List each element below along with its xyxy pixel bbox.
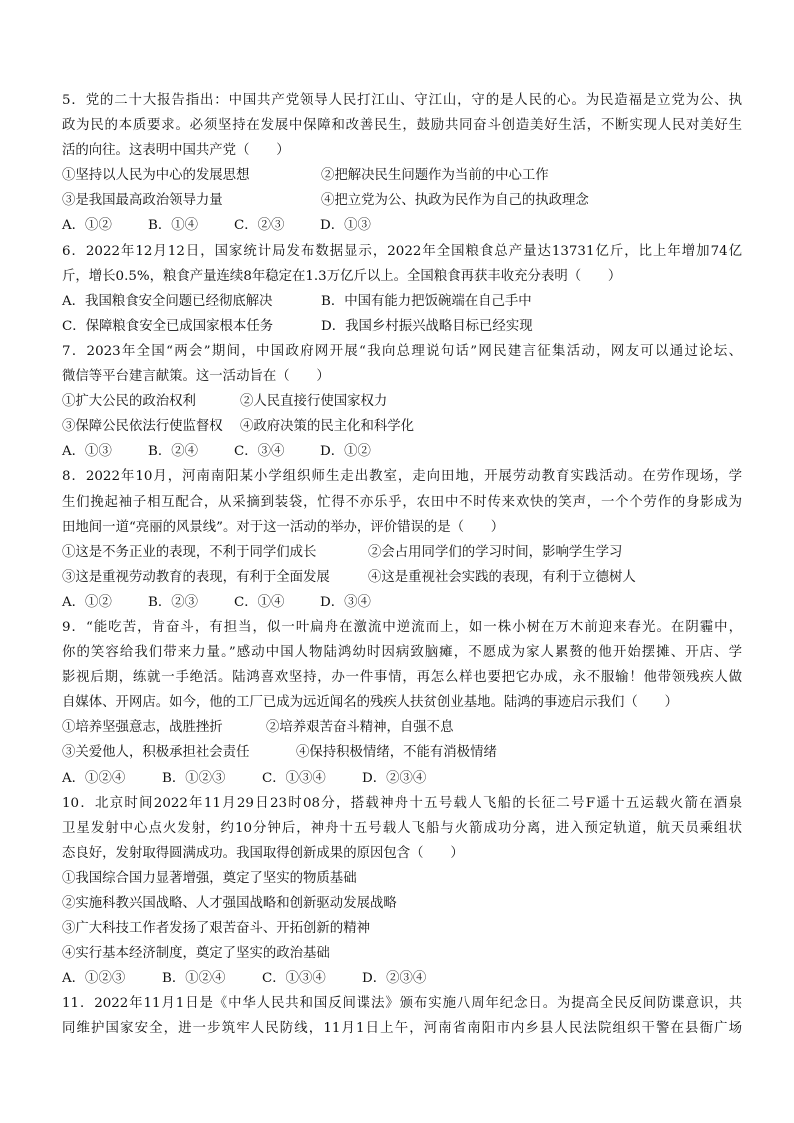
question-stem-line: 同维护国家安全，进一步筑牢人民防线，11月1日上午，河南省南阳市内乡县人民法院组织干警在县衙广场 [62,1021,742,1037]
choice-b: B．②④ [148,444,199,460]
choice-a: A．①② [62,218,112,234]
choice-a: A．①②④ [62,770,126,786]
statement-option: ②人民直接行使国家权力 [240,394,388,410]
choice-b: B．①②④ [162,971,226,987]
statement-option: ②培养艰苦奋斗精神，自强不息 [266,720,454,736]
statement-option: ④实行基本经济制度，奠定了坚实的政治基础 [62,946,330,962]
statement-row [62,163,742,188]
statement-option: ①我国综合国力显著增强，奠定了坚实的物质基础 [62,870,357,886]
choice-d: D．①③ [320,218,371,234]
statement-option: ④政府决策的民主化和科学化 [240,419,415,435]
statement-option: ①坚持以人民为中心的发展思想 [62,168,250,184]
choice-a: A．①② [62,594,112,610]
question-stem-line: 10．北京时间2022年11月29日23时08分，搭载神舟十五号载人飞船的长征二号F遥十五运载火箭在酒泉 [62,795,742,811]
statement-option: ④这是重视社会实践的表现，有利于立德树人 [368,569,636,585]
statement-option: ②会占用同学们的学习时间，影响学生学习 [368,544,623,560]
question-stem-line: 11．2022年11月1日是《中华人民共和国反间谍法》颁布实施八周年纪念日。为提高全民反间防谍意识，共 [62,996,742,1012]
question-stem-line: 卫星发射中心点火发射，约10分钟后，神舟十五号载人飞船与火箭成功分离，进入预定轨道，航天员乘组状 [62,820,742,836]
statement-option: ③广大科技工作者发扬了艰苦奋斗、开拓创新的精神 [62,921,370,937]
choice-c: C．①③④ [262,971,326,987]
choice-b: B．①④ [148,218,199,234]
question-9 [62,615,742,791]
question-stem-line: 5．党的二十大报告指出：中国共产党领导人民打江山、守江山，守的是人民的心。为民造福是立党为公、执 [62,93,742,108]
statement-option: ②把解决民生问题作为当前的中心工作 [321,168,549,184]
choice-b: B．①②③ [162,770,226,786]
choice-a: A．我国粮食安全问题已经彻底解决 [62,293,273,309]
answer-choices [62,439,742,464]
choice-d: D．①② [320,444,371,460]
question-list [62,88,742,1042]
statement-option: ④保持积极情绪，不能有消极情绪 [296,745,497,761]
choice-d: D．②③④ [362,971,427,987]
question-stem-line: 9．“能吃苦，肯奋斗，有担当，似一叶扁舟在激流中逆流而上，如一株小树在万木前迎来春光。在阴霾中， [62,619,742,635]
statement-option: ④把立党为公、执政为民作为自己的执政理念 [321,193,589,209]
question-stem-line: 自媒体、开网店。如今，他的工厂已成为远近闻名的残疾人扶贫创业基地。陆鸿的事迹启示我们（ ） [62,695,678,711]
answer-choices [62,966,742,991]
choice-c: C．保障粮食安全已成国家根本任务 [62,318,274,334]
statement-option: ②实施科教兴国战略、人才强国战略和创新驱动发展战略 [62,896,397,911]
option-row [62,314,742,339]
question-stem-line: 你的笑容给我们带来力量。”感动中国人物陆鸿幼时因病致脑瘫，不愿成为家人累赘的他开始摆摊、开店、学 [62,645,742,661]
choice-a: A．①②③ [62,971,126,987]
choice-c: C．②③ [234,218,285,234]
question-7 [62,339,742,464]
choice-d: D．②③④ [362,770,427,786]
choice-a: A．①③ [62,444,112,460]
question-stem-line: 斤，增长0.5%，粮食产量连续8年稳定在1.3万亿斤以上。全国粮食再获丰收充分表明（ ） [62,268,622,284]
statement-option: ①这是不务正业的表现，不利于同学们成长 [62,544,317,560]
question-stem-line: 8．2022年10月，河南南阳某小学组织师生走出教室，走向田地，开展劳动教育实践活动。在劳作现场，学 [62,469,742,485]
question-stem-line: 活的向往。这表明中国共产党（ ） [62,143,290,159]
question-stem-line: 态良好，发射取得圆满成功。我国取得创新成果的原因包含（ ） [62,845,464,861]
statement-option: ③是我国最高政治领导力量 [62,193,223,209]
statement-option: ③这是重视劳动教育的表现，有利于全面发展 [62,569,330,585]
question-stem-line: 田地间一道“亮丽的风景线”。对于这一活动的举办，评价错误的是（ ） [62,519,505,535]
choice-c: C．③④ [234,444,285,460]
statement-row [62,414,742,439]
statement-option: ③关爱他人，积极承担社会责任 [62,745,250,761]
choice-d: D．我国乡村振兴战略目标已经实现 [321,318,533,334]
choice-b: B．②③ [148,594,199,610]
statement-option: ①扩大公民的政治权利 [62,394,196,410]
choice-c: C．①③④ [262,770,326,786]
answer-choices [62,213,742,238]
statement-row [62,540,742,565]
question-stem-line: 微信等平台建言献策。这一活动旨在（ ） [62,369,330,385]
statement-row [62,389,742,414]
question-10 [62,791,742,992]
statement-row [62,740,742,765]
question-stem-line: 7．2023年全国“两会”期间，中国政府网开展“我向总理说句话”网民建言征集活动，网友可以通过论坛、 [62,343,742,359]
statement-row [62,188,742,213]
question-8 [62,464,742,615]
answer-choices [62,590,742,615]
question-stem-line: 影视后期，练就一手绝活。陆鸿喜欢坚持，办一件事情，再怎么样也要把它办成，永不服输！他带领残疾人做 [62,670,742,686]
statement-option: ③保障公民依法行使监督权 [62,419,223,435]
question-stem-line: 政为民的本质要求。必须坚持在发展中保障和改善民生，鼓励共同奋斗创造美好生活，不断实现人民对美好生 [62,118,742,134]
statement-option: ①培养坚强意志，战胜挫折 [62,720,223,736]
choice-d: D．③④ [320,594,371,610]
statement-row [62,715,742,740]
option-row [62,289,742,314]
choice-c: C．①④ [234,594,285,610]
question-5 [62,88,742,239]
statement-row [62,565,742,590]
question-stem-line: 6．2022年12月12日，国家统计局发布数据显示，2022年全国粮食总产量达13731亿斤，比上年增加74亿 [62,243,742,259]
question-6 [62,239,742,339]
choice-b: B．中国有能力把饭碗端在自己手中 [321,293,532,309]
question-11 [62,991,742,1041]
answer-choices [62,766,742,791]
question-stem-line: 生们挽起袖子相互配合，从采摘到装袋，忙得不亦乐乎，农田中不时传来欢快的笑声，一个个劳作的身影成为 [62,494,742,510]
